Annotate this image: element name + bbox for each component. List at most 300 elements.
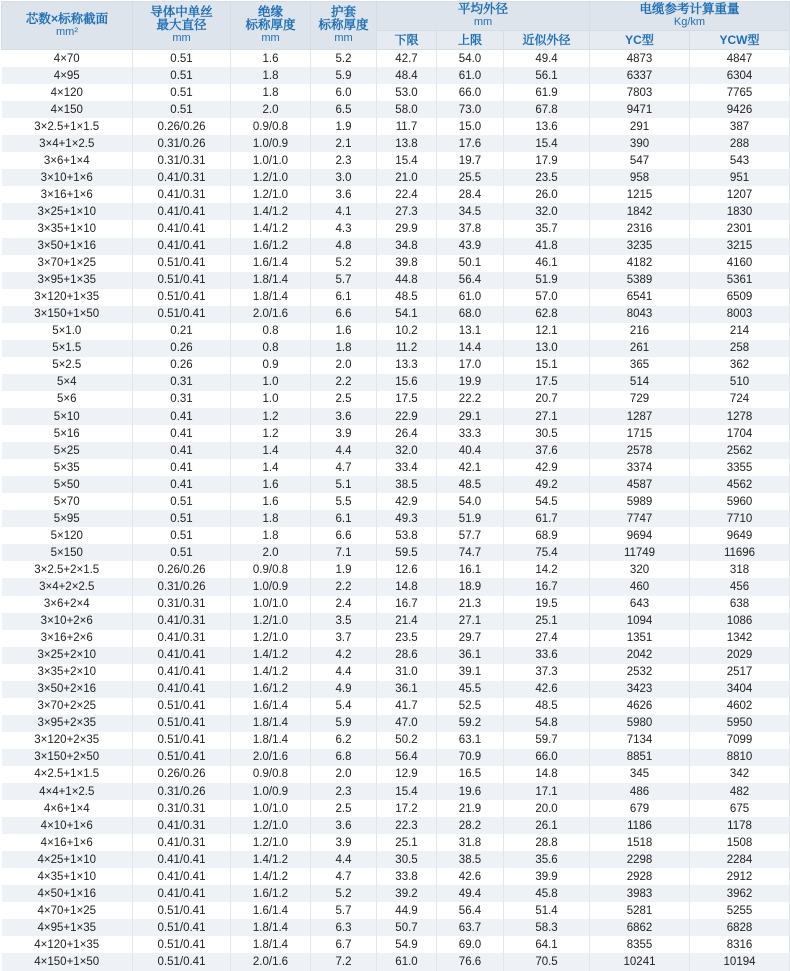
cell-weight-yc: 291 [590,118,690,135]
cell-weight-yc: 10241 [590,953,690,970]
cell-wire-diameter: 0.41/0.41 [133,885,231,902]
cell-weight-yc: 2578 [590,442,690,459]
cell-lower-limit: 12.9 [377,766,437,783]
cell-weight-yc: 1287 [590,408,690,425]
header-ycw-type: YCW型 [690,31,790,50]
cell-wire-diameter: 0.41/0.31 [133,817,231,834]
header-wire-diameter-unit: mm [172,32,191,44]
cell-approx-diameter: 58.3 [504,919,590,936]
cell-approx-diameter: 14.2 [504,561,590,578]
cell-lower-limit: 15.6 [377,374,437,391]
cell-insulation-thickness: 1.6 [231,50,311,68]
cell-wire-diameter: 0.51/0.41 [133,732,231,749]
header-wire-diameter-line1: 导体中单丝 [150,5,213,19]
table-row [2,749,790,766]
cell-insulation-thickness: 1.2/1.0 [231,630,311,647]
cell-sheath-thickness: 2.5 [311,800,377,817]
cell-upper-limit: 25.5 [437,169,504,186]
table-row [2,919,790,936]
table-row [2,613,790,630]
cell-insulation-thickness: 1.4/1.2 [231,203,311,220]
cell-sheath-thickness: 4.4 [311,442,377,459]
cell-weight-ycw: 5960 [690,493,790,510]
cell-cores-section: 4×120+1×35 [2,936,133,953]
cell-cores-section: 4×25+1×10 [2,851,133,868]
cell-weight-ycw: 951 [690,169,790,186]
cell-sheath-thickness: 3.0 [311,169,377,186]
cell-approx-diameter: 15.1 [504,357,590,374]
cell-weight-yc: 390 [590,135,690,152]
cell-weight-ycw: 3962 [690,885,790,902]
cell-lower-limit: 53.8 [377,527,437,544]
cell-weight-ycw: 288 [690,135,790,152]
cell-insulation-thickness: 1.4 [231,442,311,459]
cell-weight-yc: 2042 [590,647,690,664]
cable-spec-table [1,1,790,971]
cell-upper-limit: 22.2 [437,391,504,408]
cell-upper-limit: 21.3 [437,596,504,613]
cell-cores-section: 3×2.5+1×1.5 [2,118,133,135]
cell-sheath-thickness: 6.0 [311,84,377,101]
cell-lower-limit: 13.3 [377,357,437,374]
cell-insulation-thickness: 1.6 [231,476,311,493]
cell-lower-limit: 12.6 [377,561,437,578]
cell-sheath-thickness: 4.4 [311,664,377,681]
table-row [2,851,790,868]
table-row [2,255,790,272]
cell-approx-diameter: 51.4 [504,902,590,919]
cell-weight-yc: 3423 [590,681,690,698]
cell-weight-yc: 261 [590,340,690,357]
cell-upper-limit: 17.0 [437,357,504,374]
cell-weight-yc: 7747 [590,510,690,527]
table-row [2,135,790,152]
cell-sheath-thickness: 6.3 [311,919,377,936]
cell-wire-diameter: 0.26/0.26 [133,766,231,783]
cell-sheath-thickness: 7.1 [311,544,377,561]
cell-insulation-thickness: 1.4/1.2 [231,851,311,868]
cell-upper-limit: 18.9 [437,578,504,595]
table-row [2,340,790,357]
table-row [2,834,790,851]
cell-wire-diameter: 0.21 [133,323,231,340]
cell-lower-limit: 10.2 [377,323,437,340]
cell-wire-diameter: 0.41/0.31 [133,834,231,851]
cell-approx-diameter: 75.4 [504,544,590,561]
cell-weight-yc: 3235 [590,238,690,255]
cell-insulation-thickness: 1.0/0.9 [231,578,311,595]
cell-insulation-thickness: 1.0/0.9 [231,783,311,800]
table-row [2,408,790,425]
cell-upper-limit: 57.7 [437,527,504,544]
cell-weight-ycw: 724 [690,391,790,408]
cell-upper-limit: 15.0 [437,118,504,135]
cell-wire-diameter: 0.41 [133,425,231,442]
cell-cores-section: 4×2.5+1×1.5 [2,766,133,783]
cell-sheath-thickness: 6.6 [311,306,377,323]
cell-weight-ycw: 4847 [690,50,790,68]
cell-insulation-thickness: 1.8/1.4 [231,936,311,953]
cell-cores-section: 3×120+2×35 [2,732,133,749]
cell-upper-limit: 63.7 [437,919,504,936]
cell-cores-section: 5×50 [2,476,133,493]
cell-weight-yc: 7803 [590,84,690,101]
cell-sheath-thickness: 4.2 [311,647,377,664]
cell-upper-limit: 43.9 [437,238,504,255]
cell-cores-section: 5×4 [2,374,133,391]
cell-insulation-thickness: 1.4/1.2 [231,868,311,885]
cell-cores-section: 3×6+2×4 [2,596,133,613]
cell-sheath-thickness: 5.4 [311,698,377,715]
cell-insulation-thickness: 1.8/1.4 [231,919,311,936]
cell-weight-ycw: 342 [690,766,790,783]
cell-upper-limit: 19.9 [437,374,504,391]
table-row [2,715,790,732]
cell-lower-limit: 48.5 [377,289,437,306]
cell-wire-diameter: 0.51/0.41 [133,919,231,936]
table-row [2,357,790,374]
cell-upper-limit: 19.6 [437,783,504,800]
cell-lower-limit: 41.7 [377,698,437,715]
cell-sheath-thickness: 3.9 [311,425,377,442]
cell-sheath-thickness: 2.2 [311,578,377,595]
cell-upper-limit: 63.1 [437,732,504,749]
table-row [2,885,790,902]
cell-lower-limit: 58.0 [377,101,437,118]
cell-cores-section: 5×1.0 [2,323,133,340]
cell-weight-yc: 486 [590,783,690,800]
cell-wire-diameter: 0.51 [133,84,231,101]
cell-approx-diameter: 17.5 [504,374,590,391]
table-row [2,84,790,101]
cell-wire-diameter: 0.41 [133,476,231,493]
cell-lower-limit: 49.3 [377,510,437,527]
table-row [2,50,790,68]
cell-approx-diameter: 25.1 [504,613,590,630]
cell-approx-diameter: 17.9 [504,152,590,169]
cell-upper-limit: 17.6 [437,135,504,152]
cell-weight-yc: 8355 [590,936,690,953]
cell-cores-section: 3×35+2×10 [2,664,133,681]
cell-wire-diameter: 0.51 [133,544,231,561]
cell-weight-ycw: 258 [690,340,790,357]
cell-upper-limit: 54.0 [437,50,504,68]
cell-lower-limit: 17.5 [377,391,437,408]
cell-wire-diameter: 0.41/0.41 [133,851,231,868]
cell-sheath-thickness: 7.2 [311,953,377,970]
cell-sheath-thickness: 5.9 [311,715,377,732]
cell-weight-ycw: 1086 [690,613,790,630]
cell-lower-limit: 50.2 [377,732,437,749]
cell-lower-limit: 26.4 [377,425,437,442]
cell-cores-section: 5×1.5 [2,340,133,357]
cell-weight-ycw: 1178 [690,817,790,834]
cell-weight-ycw: 9649 [690,527,790,544]
cell-weight-ycw: 8316 [690,936,790,953]
header-insulation-line1: 绝缘 [257,5,283,19]
cell-insulation-thickness: 1.6/1.2 [231,238,311,255]
cell-lower-limit: 29.9 [377,220,437,237]
cell-insulation-thickness: 1.6/1.4 [231,255,311,272]
header-cores-section [2,2,133,50]
cell-approx-diameter: 13.6 [504,118,590,135]
cell-upper-limit: 70.9 [437,749,504,766]
cell-upper-limit: 29.7 [437,630,504,647]
cell-wire-diameter: 0.51 [133,527,231,544]
cell-sheath-thickness: 3.6 [311,408,377,425]
cell-upper-limit: 42.1 [437,459,504,476]
cell-insulation-thickness: 2.0 [231,101,311,118]
cell-cores-section: 3×95+1×35 [2,272,133,289]
cell-weight-yc: 1094 [590,613,690,630]
cell-insulation-thickness: 1.8/1.4 [231,715,311,732]
cell-approx-diameter: 23.5 [504,169,590,186]
cell-cores-section: 3×4+2×2.5 [2,578,133,595]
cell-upper-limit: 29.1 [437,408,504,425]
cell-cores-section: 5×120 [2,527,133,544]
cell-weight-yc: 1518 [590,834,690,851]
cell-upper-limit: 34.5 [437,203,504,220]
cell-insulation-thickness: 0.9/0.8 [231,766,311,783]
cell-weight-ycw: 7765 [690,84,790,101]
cell-wire-diameter: 0.41 [133,442,231,459]
cell-wire-diameter: 0.51 [133,50,231,68]
cell-sheath-thickness: 5.1 [311,476,377,493]
cell-sheath-thickness: 4.1 [311,203,377,220]
cell-cores-section: 3×2.5+2×1.5 [2,561,133,578]
cell-approx-diameter: 26.0 [504,186,590,203]
cell-approx-diameter: 37.3 [504,664,590,681]
cell-sheath-thickness: 3.6 [311,186,377,203]
cell-insulation-thickness: 0.8 [231,340,311,357]
table-row [2,800,790,817]
cell-approx-diameter: 49.4 [504,50,590,68]
cell-weight-yc: 2532 [590,664,690,681]
header-average-outer-diameter-unit: mm [473,16,493,28]
cell-approx-diameter: 45.8 [504,885,590,902]
cell-wire-diameter: 0.31/0.26 [133,783,231,800]
cell-weight-ycw: 3355 [690,459,790,476]
cell-weight-yc: 8043 [590,306,690,323]
cell-lower-limit: 44.9 [377,902,437,919]
cell-lower-limit: 34.8 [377,238,437,255]
cell-insulation-thickness: 1.0/1.0 [231,596,311,613]
cell-weight-yc: 9694 [590,527,690,544]
cell-wire-diameter: 0.31/0.26 [133,578,231,595]
table-row [2,476,790,493]
cell-insulation-thickness: 0.9/0.8 [231,118,311,135]
cell-approx-diameter: 13.0 [504,340,590,357]
cell-weight-ycw: 318 [690,561,790,578]
cell-weight-ycw: 1278 [690,408,790,425]
cell-weight-ycw: 7710 [690,510,790,527]
cell-upper-limit: 45.5 [437,681,504,698]
table-row [2,630,790,647]
cell-wire-diameter: 0.51/0.41 [133,255,231,272]
cell-wire-diameter: 0.26/0.26 [133,561,231,578]
cell-weight-yc: 3374 [590,459,690,476]
cell-upper-limit: 42.6 [437,868,504,885]
cell-cores-section: 3×6+1×4 [2,152,133,169]
header-average-outer-diameter [377,2,590,31]
cell-upper-limit: 37.8 [437,220,504,237]
cell-upper-limit: 52.5 [437,698,504,715]
cell-weight-ycw: 675 [690,800,790,817]
cell-approx-diameter: 14.8 [504,766,590,783]
cell-cores-section: 4×6+1×4 [2,800,133,817]
cell-weight-yc: 4626 [590,698,690,715]
cell-upper-limit: 19.7 [437,152,504,169]
cell-approx-diameter: 42.9 [504,459,590,476]
cell-weight-ycw: 1830 [690,203,790,220]
cell-insulation-thickness: 1.4 [231,459,311,476]
cell-upper-limit: 28.2 [437,817,504,834]
table-row [2,459,790,476]
cell-cores-section: 5×95 [2,510,133,527]
cell-approx-diameter: 59.7 [504,732,590,749]
cell-lower-limit: 17.2 [377,800,437,817]
cell-approx-diameter: 66.0 [504,749,590,766]
cell-cores-section: 4×50+1×16 [2,885,133,902]
table-row [2,289,790,306]
cell-insulation-thickness: 1.4/1.2 [231,664,311,681]
cell-upper-limit: 69.0 [437,936,504,953]
cell-wire-diameter: 0.41/0.31 [133,613,231,630]
cell-wire-diameter: 0.31/0.31 [133,800,231,817]
cell-cores-section: 3×50+1×16 [2,238,133,255]
cell-insulation-thickness: 1.0 [231,391,311,408]
cell-weight-ycw: 2029 [690,647,790,664]
cell-approx-diameter: 70.5 [504,953,590,970]
cell-weight-yc: 6337 [590,67,690,84]
header-reference-weight [590,2,790,31]
cell-weight-ycw: 2912 [690,868,790,885]
table-body [2,50,790,971]
cell-approx-diameter: 20.7 [504,391,590,408]
cell-approx-diameter: 32.0 [504,203,590,220]
cell-lower-limit: 33.4 [377,459,437,476]
cell-weight-ycw: 482 [690,783,790,800]
cell-cores-section: 3×10+2×6 [2,613,133,630]
cell-upper-limit: 76.6 [437,953,504,970]
cell-sheath-thickness: 2.5 [311,391,377,408]
cell-sheath-thickness: 1.9 [311,118,377,135]
cell-approx-diameter: 46.1 [504,255,590,272]
table-row [2,306,790,323]
cell-sheath-thickness: 3.7 [311,630,377,647]
cell-lower-limit: 42.7 [377,50,437,68]
cell-weight-yc: 2928 [590,868,690,885]
cell-insulation-thickness: 1.0 [231,374,311,391]
cell-weight-yc: 5989 [590,493,690,510]
cell-weight-yc: 5980 [590,715,690,732]
header-insulation-thickness [231,2,311,50]
cell-weight-yc: 216 [590,323,690,340]
cell-cores-section: 3×10+1×6 [2,169,133,186]
cell-wire-diameter: 0.51/0.41 [133,953,231,970]
cell-upper-limit: 39.1 [437,664,504,681]
cell-weight-ycw: 510 [690,374,790,391]
cell-wire-diameter: 0.31 [133,391,231,408]
table-row [2,203,790,220]
cell-cores-section: 3×16+1×6 [2,186,133,203]
cell-sheath-thickness: 1.8 [311,340,377,357]
table-row [2,647,790,664]
cell-lower-limit: 38.5 [377,476,437,493]
cell-upper-limit: 21.9 [437,800,504,817]
cell-approx-diameter: 49.2 [504,476,590,493]
cell-approx-diameter: 61.9 [504,84,590,101]
cell-lower-limit: 11.7 [377,118,437,135]
cell-lower-limit: 54.1 [377,306,437,323]
cell-lower-limit: 22.3 [377,817,437,834]
cell-wire-diameter: 0.31/0.31 [133,152,231,169]
cell-cores-section: 3×150+1×50 [2,306,133,323]
cell-lower-limit: 33.8 [377,868,437,885]
cell-weight-yc: 460 [590,578,690,595]
cell-wire-diameter: 0.51/0.41 [133,936,231,953]
cell-insulation-thickness: 1.2/1.0 [231,817,311,834]
cell-insulation-thickness: 1.4/1.2 [231,220,311,237]
cell-sheath-thickness: 2.0 [311,766,377,783]
header-cores-section-unit: mm² [56,25,78,38]
cell-sheath-thickness: 2.1 [311,135,377,152]
cell-weight-yc: 6862 [590,919,690,936]
cell-insulation-thickness: 0.8 [231,323,311,340]
cell-approx-diameter: 67.8 [504,101,590,118]
cell-cores-section: 4×95 [2,67,133,84]
cell-weight-ycw: 2301 [690,220,790,237]
cell-weight-ycw: 638 [690,596,790,613]
cell-upper-limit: 74.7 [437,544,504,561]
cell-insulation-thickness: 1.8 [231,84,311,101]
cell-weight-ycw: 5255 [690,902,790,919]
header-yc-type: YC型 [590,31,690,50]
cell-lower-limit: 27.3 [377,203,437,220]
table-row [2,169,790,186]
cell-weight-yc: 643 [590,596,690,613]
cell-cores-section: 3×4+1×2.5 [2,135,133,152]
cell-sheath-thickness: 1.9 [311,561,377,578]
cell-weight-yc: 5281 [590,902,690,919]
cell-wire-diameter: 0.26/0.26 [133,118,231,135]
cell-insulation-thickness: 1.6/1.4 [231,902,311,919]
cell-weight-ycw: 7099 [690,732,790,749]
cell-approx-diameter: 17.1 [504,783,590,800]
cell-lower-limit: 36.1 [377,681,437,698]
cell-insulation-thickness: 2.0/1.6 [231,749,311,766]
table-row [2,766,790,783]
header-sheath-thickness [311,2,377,50]
cell-approx-diameter: 28.8 [504,834,590,851]
cell-lower-limit: 61.0 [377,953,437,970]
table-row [2,391,790,408]
cell-lower-limit: 11.2 [377,340,437,357]
cell-sheath-thickness: 2.0 [311,357,377,374]
table-row [2,783,790,800]
cell-sheath-thickness: 5.7 [311,902,377,919]
header-approx-diameter: 近似外径 [504,31,590,50]
cell-cores-section: 3×95+2×35 [2,715,133,732]
cell-wire-diameter: 0.41/0.41 [133,647,231,664]
cell-sheath-thickness: 4.3 [311,220,377,237]
cell-approx-diameter: 27.1 [504,408,590,425]
cell-upper-limit: 33.3 [437,425,504,442]
cell-approx-diameter: 41.8 [504,238,590,255]
cell-weight-ycw: 6509 [690,289,790,306]
cell-weight-ycw: 4160 [690,255,790,272]
cell-lower-limit: 22.4 [377,186,437,203]
